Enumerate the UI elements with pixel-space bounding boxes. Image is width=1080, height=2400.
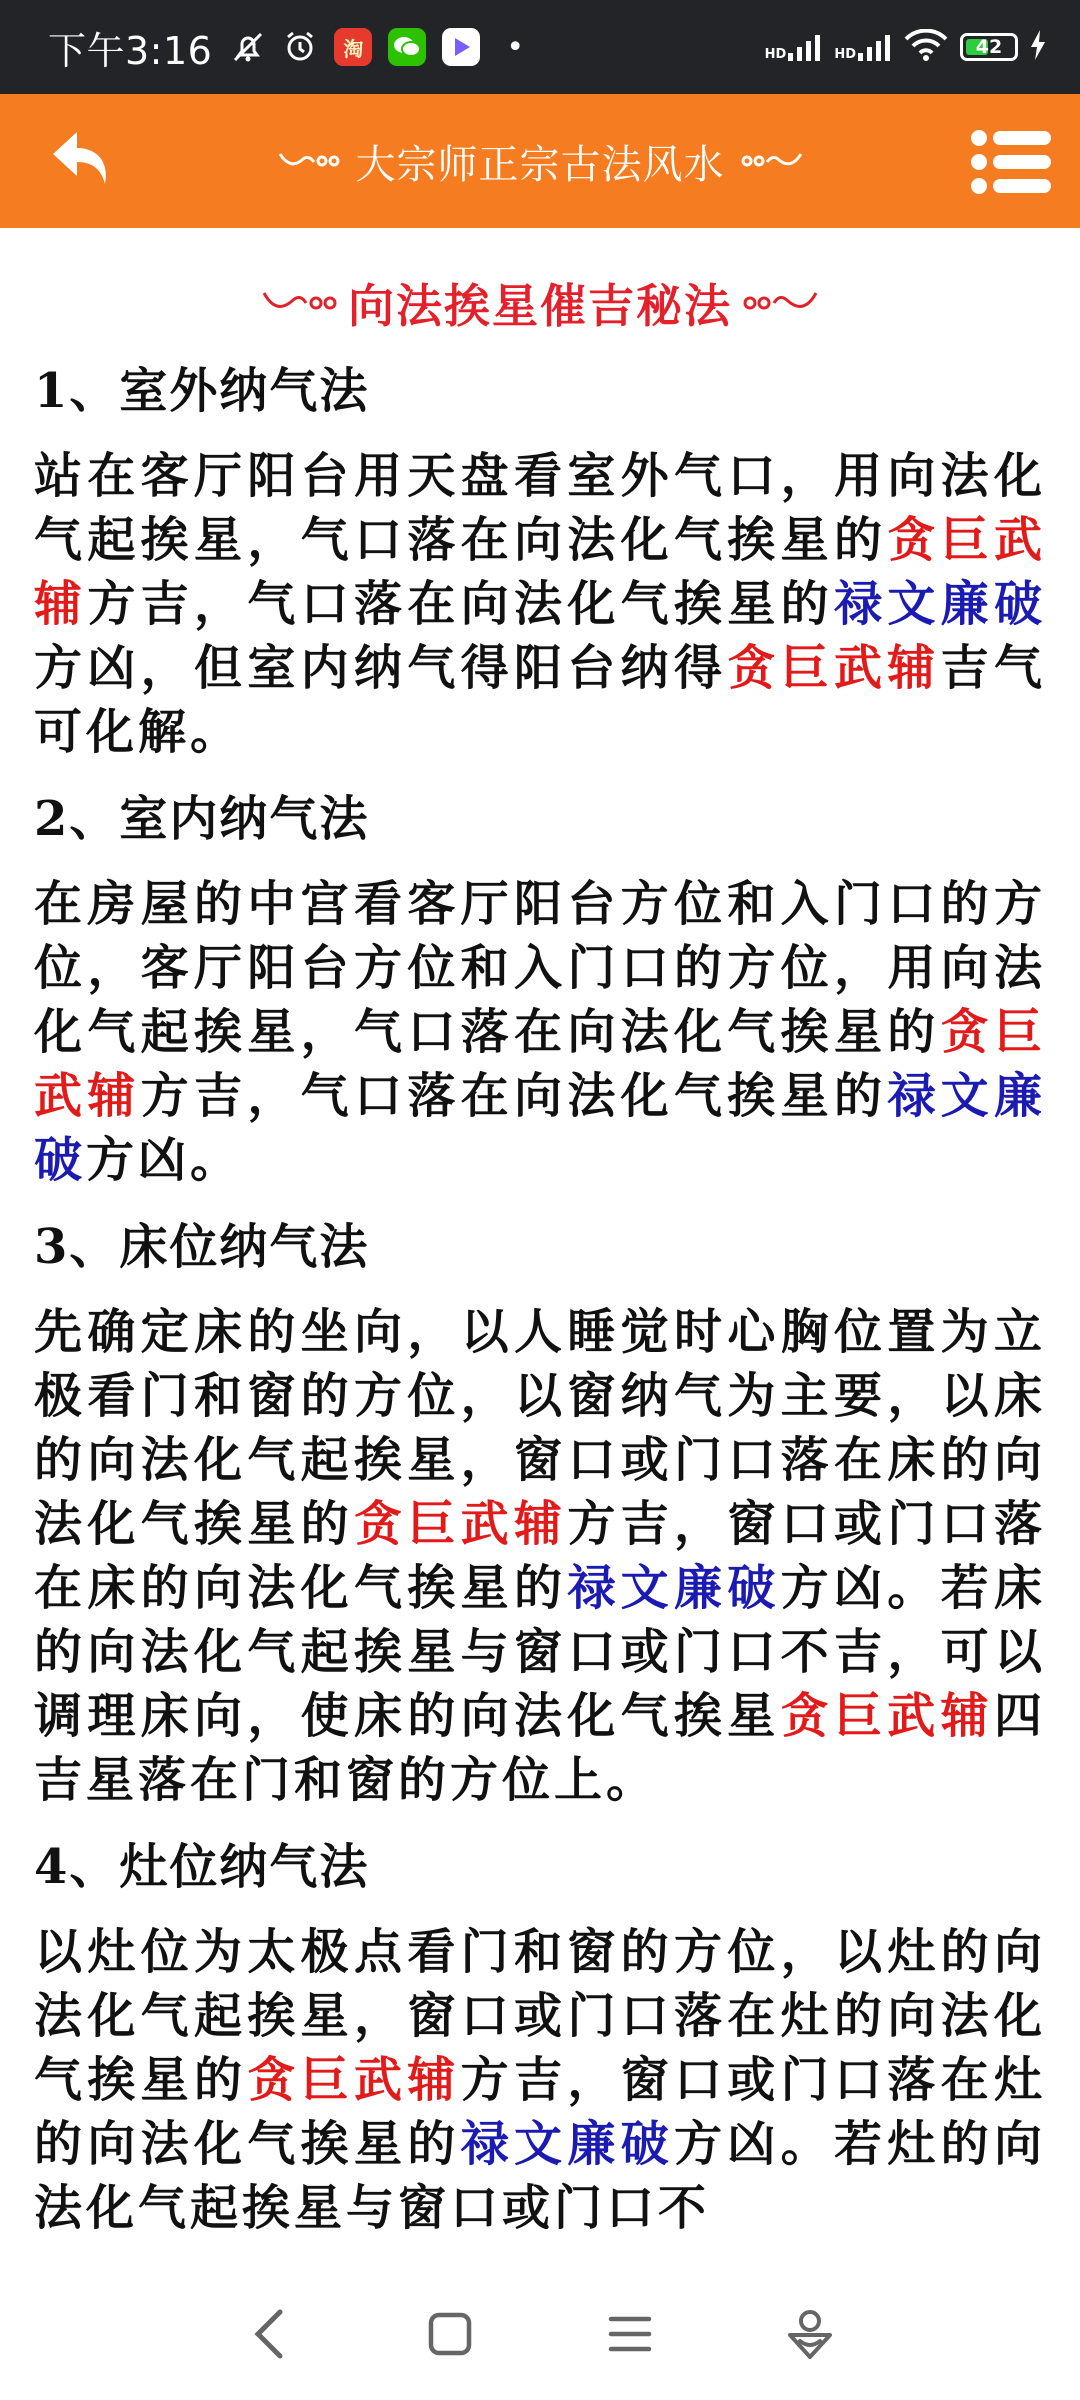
article-title: 向法挨星催吉秘法 — [348, 279, 732, 333]
back-chevron-icon — [250, 2308, 290, 2360]
alarm-clock-icon — [282, 29, 318, 65]
back-arrow-icon — [47, 126, 113, 198]
taobao-app-icon — [334, 28, 372, 66]
section-heading: 4、灶位纳气法 — [34, 1839, 370, 1895]
auspicious-stars: 贪巨武辅 — [247, 2052, 461, 2108]
status-bar — [0, 0, 1080, 94]
section-heading: 2、室内纳气法 — [34, 791, 370, 847]
title-left-ornament-icon — [262, 283, 338, 323]
text-run: 先确定床的坐向，以人睡觉时心胸位置为立极看门和窗的方位，以窗纳气为主要，以床的向法化气起挨星，窗口或门口落在床的向法化气挨星的 — [34, 1304, 1046, 1552]
inauspicious-stars: 禄文廉破 — [460, 2116, 674, 2172]
section-heading: 3、床位纳气法 — [34, 1219, 370, 1275]
signal-2-icon — [834, 33, 892, 61]
left-ornament-icon — [278, 146, 342, 176]
text-run: 方吉，窗口或门口落在床的向法化气挨星的 — [34, 1496, 1046, 1616]
taobao-icon-text: 淘 — [343, 36, 364, 61]
section-paragraph — [34, 872, 1046, 1192]
charging-bolt-icon — [1030, 30, 1046, 64]
list-menu-icon — [971, 129, 1053, 195]
nav-home-button[interactable] — [405, 2289, 495, 2379]
back-button[interactable] — [30, 114, 130, 210]
nav-assistant-button[interactable] — [765, 2289, 855, 2379]
text-run: 方吉，气口落在向法化气挨星的 — [140, 1068, 888, 1124]
status-right-group — [765, 29, 1046, 65]
video-app-icon — [442, 28, 480, 66]
menu-lines-icon — [607, 2313, 653, 2355]
battery-icon — [960, 33, 1018, 61]
wechat-app-icon — [388, 28, 426, 66]
auspicious-stars: 贪巨武辅 — [34, 512, 1046, 632]
auspicious-stars: 贪巨武辅 — [34, 1004, 1046, 1124]
system-nav-bar — [0, 2268, 1080, 2400]
app-title: 大宗师正宗古法风水 — [355, 141, 725, 188]
text-run: 方凶。若灶的向法化气起挨星与窗口或门口不 — [34, 2116, 1046, 2236]
signal-1-icon — [765, 33, 823, 61]
section-heading: 1、室外纳气法 — [34, 363, 370, 419]
title-right-ornament-icon — [742, 283, 818, 323]
text-run: 方凶。 — [86, 1132, 243, 1188]
text-run: 吉气可化解。 — [34, 640, 1046, 760]
text-run: 以灶位为太极点看门和窗的方位，以灶的向法化气起挨星，窗口或门口落在灶的向法化气挨星的 — [34, 1924, 1046, 2108]
home-square-icon — [427, 2311, 473, 2357]
text-run: 方凶，但室内纳气得阳台纳得 — [34, 640, 728, 696]
text-run: 方吉，气口落在向法化气挨星的 — [87, 576, 834, 632]
text-run: 方吉，窗口或门口落在灶的向法化气挨星的 — [34, 2052, 1046, 2172]
article-title-group — [0, 270, 1080, 336]
inauspicious-stars: 禄文廉破 — [34, 1068, 1046, 1188]
section-paragraph — [34, 444, 1046, 764]
auspicious-stars: 贪巨武辅 — [780, 1688, 994, 1744]
inauspicious-stars: 禄文廉破 — [567, 1560, 781, 1616]
app-title-group — [160, 94, 920, 228]
section-paragraph — [34, 1920, 1046, 2240]
text-run: 方凶。若床的向法化气起挨星与窗口或门口不吉，可以调理床向，使床的向法化气挨星 — [34, 1560, 1046, 1744]
right-ornament-icon — [739, 146, 803, 176]
section-3 — [0, 1214, 1080, 1812]
text-run: 四吉星落在门和窗的方位上。 — [34, 1688, 1046, 1808]
wifi-icon — [904, 29, 948, 65]
assistant-icon — [785, 2307, 835, 2361]
section-2 — [0, 786, 1080, 1192]
auspicious-stars: 贪巨武辅 — [354, 1496, 568, 1552]
nav-recents-button[interactable] — [585, 2289, 675, 2379]
text-run: 在房屋的中宫看客厅阳台方位和入门口的方位，客厅阳台方位和入门口的方位，用向法化气起挨星，气口落在向法化气挨星的 — [34, 876, 1046, 1060]
signal-1-label: HD — [764, 47, 787, 62]
more-notifications-dot-icon: • — [506, 29, 525, 65]
mute-bell-icon — [230, 29, 266, 65]
battery-level: 42 — [975, 36, 1003, 58]
article-content[interactable] — [0, 228, 1080, 2268]
auspicious-stars: 贪巨武辅 — [727, 640, 941, 696]
section-paragraph — [34, 1300, 1046, 1812]
text-run: 站在客厅阳台用天盘看室外气口，用向法化气起挨星，气口落在向法化气挨星的 — [34, 448, 1046, 568]
inauspicious-stars: 禄文廉破 — [833, 576, 1046, 632]
app-bar — [0, 94, 1080, 228]
status-time: 下午3:16 — [48, 28, 213, 73]
section-1 — [0, 358, 1080, 764]
section-4 — [0, 1834, 1080, 2240]
nav-back-button[interactable] — [225, 2289, 315, 2379]
menu-button[interactable] — [962, 118, 1062, 206]
signal-2-label: HD — [834, 47, 856, 62]
